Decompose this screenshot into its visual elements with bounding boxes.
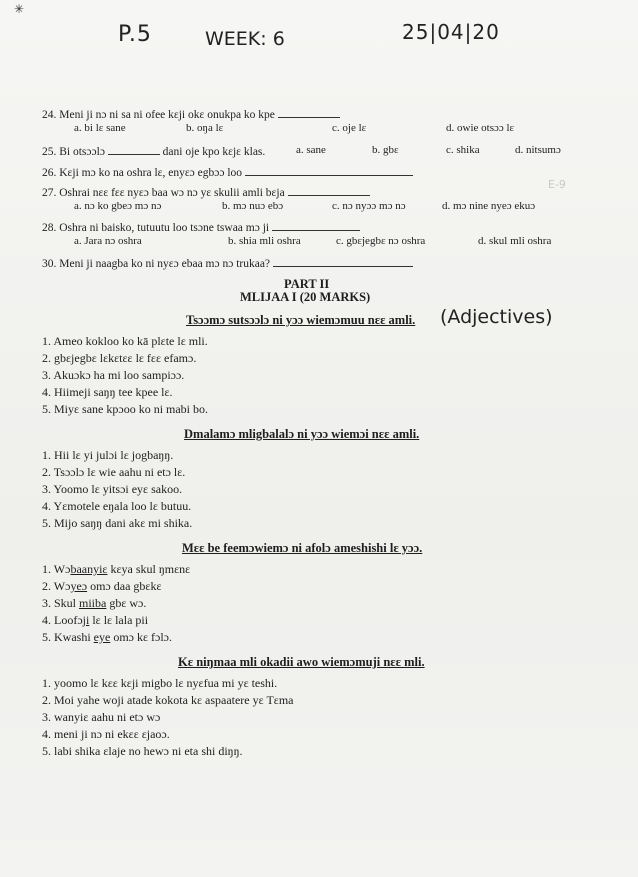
question-number: 30.: [42, 258, 57, 270]
part-title: PART II: [284, 277, 330, 291]
underlined-verb: yeɔ: [70, 579, 88, 593]
option: d. skul mli oshra: [478, 235, 552, 247]
list-item: 3. Akuɔkɔ ha mi loo sampiɔɔ.: [42, 368, 185, 382]
list-item: 4. meni ji nɔ ni ekɛɛ ɛjaoɔ.: [42, 727, 170, 741]
list-item: 5. Miyɛ sane kpɔoo ko ni mabi bo.: [42, 402, 209, 416]
option: b. shia mli oshra: [228, 235, 301, 247]
list-item: 3. wanyiɛ aahu ni etɔ wɔ: [42, 710, 161, 724]
list-item: 3. Yoomo lɛ yitsɔi eyɛ sakoo.: [42, 482, 183, 496]
option: a. sane: [296, 144, 326, 156]
question-number: 27.: [42, 187, 57, 199]
question-30: [42, 256, 413, 270]
section-heading-4: Kɛ niŋmaa mli okadii awo wiemɔmuji nɛɛ mli.: [178, 655, 425, 669]
question-26: [42, 165, 413, 179]
option: d. nitsumɔ: [515, 144, 561, 156]
option: b. mɔ nuɔ ebɔ: [222, 200, 284, 212]
list-item: 1. Wɔbaanyiɛ kɛya skul ŋmɛnɛ: [42, 562, 191, 576]
option: b. gbɛ: [372, 144, 399, 156]
section-heading-3: Mɛɛ be feemɔwiemɔ ni afolɔ ameshishi lɛ yɔɔ.: [182, 541, 423, 555]
option: c. gbɛjegbɛ nɔ oshra: [336, 235, 426, 247]
list-item: 2. gbɛjegbɛ lɛkɛtɛɛ lɛ fɛɛ efamɔ.: [42, 351, 197, 365]
handwritten-adjectives-note: (Adjectives): [440, 306, 553, 328]
list-item: 1. Hii lɛ yi julɔi lɛ jogbaŋŋ.: [42, 448, 174, 462]
option: d. owie otsɔɔ lɛ: [446, 122, 515, 134]
answer-blank[interactable]: [108, 144, 160, 155]
question-24: [42, 107, 340, 121]
answer-blank[interactable]: [288, 185, 370, 196]
list-item: 2. Tsɔɔlɔ lɛ wie aahu ni etɔ lɛ.: [42, 465, 186, 479]
answer-blank[interactable]: [273, 256, 413, 267]
list-item: 4. Loofɔji lɛ lɛ lala pii: [42, 613, 149, 627]
option: c. oje lɛ: [332, 122, 367, 134]
option: a. Jara nɔ oshra: [74, 235, 142, 247]
question-text: Kɛji mɔ ko na oshra lɛ, enyɛɔ egbɔɔ loo: [59, 167, 243, 179]
list-item: 5. Kwashi eye omɔ kɛ fɔlɔ.: [42, 630, 173, 644]
question-text-cont: dani oje kpo kɛjɛ klas.: [162, 146, 266, 158]
section-heading-2: Dmalamɔ mligbalalɔ ni yɔɔ wiemɔi nɛɛ amli.: [184, 427, 420, 441]
option: a. nɔ ko gbeɔ mɔ nɔ: [74, 200, 162, 212]
underlined-verb: miiba: [79, 596, 107, 610]
list-item: 5. labi shika ɛlaje no hewɔ ni eta shi diŋŋ.: [42, 744, 243, 758]
question-25: [42, 144, 265, 158]
option: c. nɔ nyɔɔ mɔ nɔ: [332, 200, 406, 212]
list-item: 2. Wɔyeɔ omɔ daa gbɛkɛ: [42, 579, 162, 593]
list-item: 2. Moi yahe woji atade kokota kɛ aspaatere yɛ Tɛma: [42, 693, 294, 707]
list-item: 4. Yɛmotele eŋala loo lɛ butuu.: [42, 499, 192, 513]
underlined-verb: baanyiɛ: [70, 562, 108, 576]
option: b. oŋa lɛ: [186, 122, 224, 134]
list-item: 5. Mijo saŋŋ dani akɛ mi shika.: [42, 516, 193, 530]
list-item: 4. Hiimeji saŋŋ tee kpee lɛ.: [42, 385, 173, 399]
question-text: Meni ji naagba ko ni nyɛɔ ebaa mɔ nɔ trukaa?: [59, 258, 271, 270]
underlined-verb: eye: [93, 630, 111, 644]
answer-blank[interactable]: [272, 220, 360, 231]
question-text: Oshra ni baisko, tutuutu loo tsɔne tswaa mɔ ji: [59, 222, 270, 234]
option: d. mɔ nine nyeɔ ekuɔ: [442, 200, 536, 212]
question-text: Oshrai nɛɛ fɛɛ nyɛɔ baa wɔ nɔ yɛ skulii amli bɛja: [59, 187, 285, 199]
question-number: 26.: [42, 167, 57, 179]
section-heading-1: Tsɔɔmɔ sutsɔɔlɔ ni yɔɔ wiemɔmuu nɛɛ amli.: [186, 313, 416, 327]
handwritten-date: 25|04|20: [402, 20, 500, 44]
question-number: 28.: [42, 222, 57, 234]
question-28: [42, 220, 360, 234]
list-item: 3. Skul miiba gbɛ wɔ.: [42, 596, 147, 610]
question-text: Bi otsɔɔlɔ: [59, 146, 105, 158]
list-item: 1. yoomo lɛ kɛɛ kɛji migbo lɛ nyɛfua mi yɛ teshi.: [42, 676, 278, 690]
answer-blank[interactable]: [278, 107, 340, 118]
question-number: 25.: [42, 146, 57, 158]
handwritten-class: P.5: [118, 22, 152, 47]
option: c. shika: [446, 144, 480, 156]
list-item: 1. Ameo kokloo ko kā plɛte lɛ mli.: [42, 334, 208, 348]
question-text: Meni ji nɔ ni sa ni ofee kɛji okɛ onukpa ko kpe: [59, 109, 275, 121]
question-number: 24.: [42, 109, 57, 121]
underlined-verb: ji: [82, 613, 90, 627]
handwritten-week: WEEK: 6: [205, 28, 285, 50]
answer-blank[interactable]: [245, 165, 413, 176]
corner-mark-icon: ✳: [14, 2, 25, 16]
margin-mark: E-9: [548, 178, 566, 191]
option: a. bi lɛ sane: [74, 122, 126, 134]
question-27: [42, 185, 370, 199]
part-subtitle: MLIJAA I (20 MARKS): [240, 290, 371, 304]
